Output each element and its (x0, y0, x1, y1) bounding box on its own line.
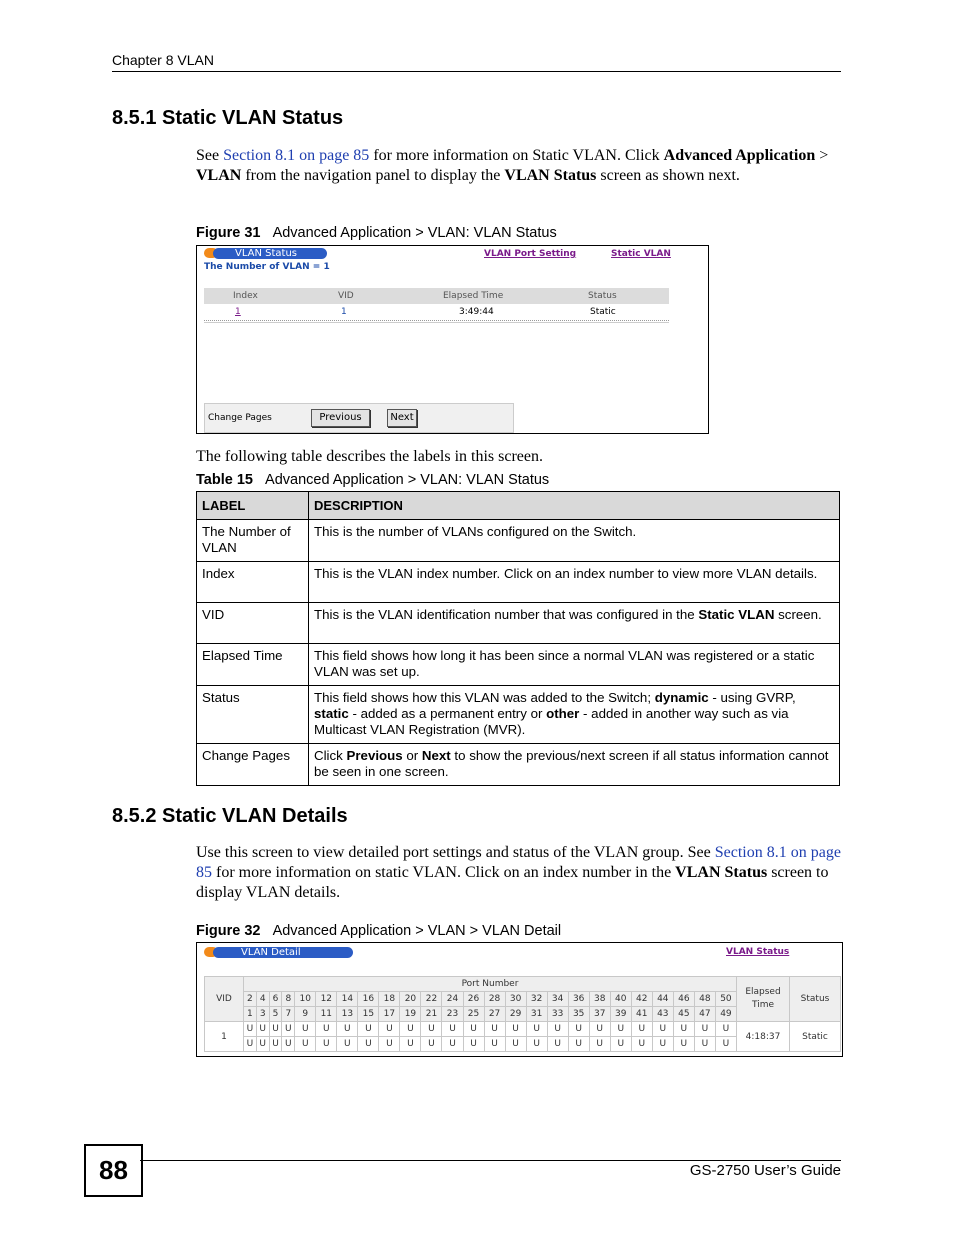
port-number: 45 (673, 1007, 694, 1022)
port-number: 11 (316, 1007, 337, 1022)
port-cell: U (269, 1037, 282, 1052)
col-elapsed-time: Elapsed Time (443, 291, 504, 301)
port-cell: U (631, 1037, 652, 1052)
port-cell: U (421, 1037, 442, 1052)
port-cell: U (526, 1022, 547, 1037)
port-cell: U (282, 1037, 295, 1052)
port-number: 46 (673, 992, 694, 1007)
table-row: Change Pages Click Previous or Next to show the previous/next screen if all status information cannot be seen in one screen. (197, 744, 840, 786)
port-number: 41 (631, 1007, 652, 1022)
next-button[interactable]: Next (387, 409, 417, 427)
section-heading-851: 8.5.1 Static VLAN Status (112, 107, 344, 129)
port-cell: U (694, 1037, 715, 1052)
port-number: 50 (715, 992, 736, 1007)
port-cell: U (256, 1037, 269, 1052)
port-number: 22 (421, 992, 442, 1007)
footer-rule (140, 1160, 841, 1161)
port-number: 19 (400, 1007, 421, 1022)
section-heading-852: 8.5.2 Static VLAN Details (112, 805, 348, 827)
port-cell: U (652, 1037, 673, 1052)
port-number: 1 (244, 1007, 257, 1022)
port-cell: U (400, 1022, 421, 1037)
guide-title: GS-2750 User’s Guide (689, 1162, 841, 1179)
port-number: 14 (337, 992, 358, 1007)
port-cell: U (295, 1037, 316, 1052)
port-cell: U (631, 1022, 652, 1037)
port-number: 15 (358, 1007, 379, 1022)
port-cell: U (505, 1037, 526, 1052)
col-status: Status (588, 291, 617, 301)
port-number: 27 (484, 1007, 505, 1022)
port-number: 12 (316, 992, 337, 1007)
port-number: 3 (256, 1007, 269, 1022)
figure-31-caption: Figure 31 Advanced Application > VLAN: VLAN Status (196, 225, 557, 241)
port-number: 4 (256, 992, 269, 1007)
col-index: Index (233, 291, 258, 301)
port-cell: U (673, 1037, 694, 1052)
port-number: 18 (379, 992, 400, 1007)
row-status: Static (590, 307, 616, 317)
port-number: 34 (547, 992, 568, 1007)
elapsed-time-header: Elapsed Time (737, 977, 790, 1022)
vlan-vid: 1 (205, 1022, 244, 1052)
port-number: 23 (442, 1007, 463, 1022)
vlan-detail-table (204, 976, 841, 1052)
figure-32-caption: Figure 32 Advanced Application > VLAN > VLAN Detail (196, 923, 562, 939)
vlan-status-pill: VLAN Status (213, 248, 327, 259)
port-number: 32 (526, 992, 547, 1007)
row-index-link[interactable]: 1 (235, 307, 241, 317)
port-number: 24 (442, 992, 463, 1007)
port-number: 6 (269, 992, 282, 1007)
port-number: 21 (421, 1007, 442, 1022)
row-vid: 1 (341, 307, 347, 317)
figure-32-screenshot (196, 942, 843, 1057)
port-number: 26 (463, 992, 484, 1007)
table-row: The Number of VLAN This is the number of VLANs configured on the Switch. (197, 520, 840, 562)
vlan-port-setting-link[interactable]: VLAN Port Setting (484, 249, 577, 259)
table-intro-text: The following table describes the labels in this screen. (196, 448, 544, 465)
port-cell: U (463, 1022, 484, 1037)
section-link[interactable]: Section 8.1 on page 85 (223, 147, 370, 164)
port-cell: U (715, 1037, 736, 1052)
port-cell: U (652, 1022, 673, 1037)
port-cell: U (484, 1037, 505, 1052)
change-pages-bar (204, 403, 514, 433)
port-cell: U (505, 1022, 526, 1037)
vlan-elapsed: 4:18:37 (737, 1022, 790, 1052)
vlan-status-link[interactable]: VLAN Status (726, 947, 790, 957)
row-elapsed: 3:49:44 (459, 307, 494, 317)
port-number: 37 (589, 1007, 610, 1022)
running-header: Chapter 8 VLAN (112, 52, 214, 68)
port-cell: U (547, 1022, 568, 1037)
port-number: 44 (652, 992, 673, 1007)
port-cell: U (244, 1037, 257, 1052)
table-row: Status This field shows how this VLAN was added to the Switch; dynamic - using GVRP, static - added as a permanent entry or other - added in another way such as via Multicast VLAN Registration (MVR). (197, 686, 840, 744)
table-header-row (197, 492, 840, 520)
status-header: Status (790, 977, 841, 1022)
table-row: Index This is the VLAN index number. Click on an index number to view more VLAN details. (197, 562, 840, 603)
vlan-status: Static (790, 1022, 841, 1052)
port-cell: U (589, 1037, 610, 1052)
port-cell: U (358, 1037, 379, 1052)
section-852-paragraph: Use this screen to view detailed port settings and status of the VLAN group. See Section 8.1 on page 85 for more information on static VLAN. Click on an index number in the VLAN Status screen to display VLAN details. (196, 844, 841, 901)
port-number: 48 (694, 992, 715, 1007)
section-851-paragraph: See Section 8.1 on page 85 for more information on Static VLAN. Click Advanced Application > VLAN from the navigation panel to display the VLAN Status screen as shown next. (196, 147, 829, 184)
port-number: 9 (295, 1007, 316, 1022)
status-table-header (204, 288, 669, 304)
table-15-caption: Table 15 Advanced Application > VLAN: VLAN Status (196, 472, 550, 488)
port-cell: U (673, 1022, 694, 1037)
port-cell: U (358, 1022, 379, 1037)
port-cell: U (610, 1037, 631, 1052)
port-cell: U (316, 1037, 337, 1052)
port-cell: U (400, 1037, 421, 1052)
vid-header: VID (205, 977, 244, 1022)
port-cell: U (316, 1022, 337, 1037)
port-number: 49 (715, 1007, 736, 1022)
vlan-count-text: The Number of VLAN = 1 (204, 262, 330, 272)
port-cell: U (421, 1022, 442, 1037)
vlan-detail-pill: VLAN Detail (213, 947, 353, 958)
port-number: 39 (610, 1007, 631, 1022)
port-number: 2 (244, 992, 257, 1007)
port-number: 47 (694, 1007, 715, 1022)
port-number: 40 (610, 992, 631, 1007)
port-cell: U (282, 1022, 295, 1037)
col-vid: VID (338, 291, 354, 301)
port-number: 33 (547, 1007, 568, 1022)
label-header: LABEL (197, 492, 309, 520)
port-cell: U (463, 1037, 484, 1052)
table-row: VID This is the VLAN identification number that was configured in the Static VLAN screen. (197, 603, 840, 644)
port-cell: U (442, 1037, 463, 1052)
header-rule (112, 71, 841, 72)
status-table-row (204, 306, 669, 321)
port-header-row (205, 977, 841, 992)
static-vlan-link[interactable]: Static VLAN (611, 249, 671, 259)
change-pages-label: Change Pages (208, 413, 272, 423)
port-cell: U (379, 1022, 400, 1037)
port-number: 28 (484, 992, 505, 1007)
port-number: 35 (568, 1007, 589, 1022)
port-cell: U (442, 1022, 463, 1037)
port-cell: U (568, 1037, 589, 1052)
port-number: 25 (463, 1007, 484, 1022)
page-number: 88 (84, 1144, 143, 1197)
port-cell: U (337, 1037, 358, 1052)
port-cell: U (484, 1022, 505, 1037)
port-number: 17 (379, 1007, 400, 1022)
section-link[interactable]: Section 8.1 on page 85 (196, 844, 841, 881)
port-number-header: Port Number (244, 977, 737, 992)
port-cell: U (337, 1022, 358, 1037)
port-number: 31 (526, 1007, 547, 1022)
port-cell: U (526, 1037, 547, 1052)
table-15 (196, 491, 840, 786)
port-number: 20 (400, 992, 421, 1007)
port-number: 13 (337, 1007, 358, 1022)
previous-button[interactable]: Previous (311, 409, 370, 427)
port-cell: U (589, 1022, 610, 1037)
port-cell: U (694, 1022, 715, 1037)
table-row: Elapsed Time This field shows how long it has been since a normal VLAN was registered or a static VLAN was set up. (197, 644, 840, 686)
port-cell: U (256, 1022, 269, 1037)
description-header: DESCRIPTION (309, 492, 840, 520)
port-cell: U (610, 1022, 631, 1037)
port-number: 30 (505, 992, 526, 1007)
port-cell: U (568, 1022, 589, 1037)
port-number: 38 (589, 992, 610, 1007)
port-number: 16 (358, 992, 379, 1007)
port-cell: U (295, 1022, 316, 1037)
port-number: 10 (295, 992, 316, 1007)
port-number: 43 (652, 1007, 673, 1022)
port-cell: U (269, 1022, 282, 1037)
port-number: 29 (505, 1007, 526, 1022)
port-cell: U (715, 1022, 736, 1037)
port-number: 42 (631, 992, 652, 1007)
port-number: 5 (269, 1007, 282, 1022)
port-cell: U (244, 1022, 257, 1037)
port-cell: U (379, 1037, 400, 1052)
port-number: 7 (282, 1007, 295, 1022)
port-number: 36 (568, 992, 589, 1007)
port-number: 8 (282, 992, 295, 1007)
figure-31-screenshot (196, 245, 709, 434)
port-cell: U (547, 1037, 568, 1052)
vlan-row (205, 1022, 841, 1037)
